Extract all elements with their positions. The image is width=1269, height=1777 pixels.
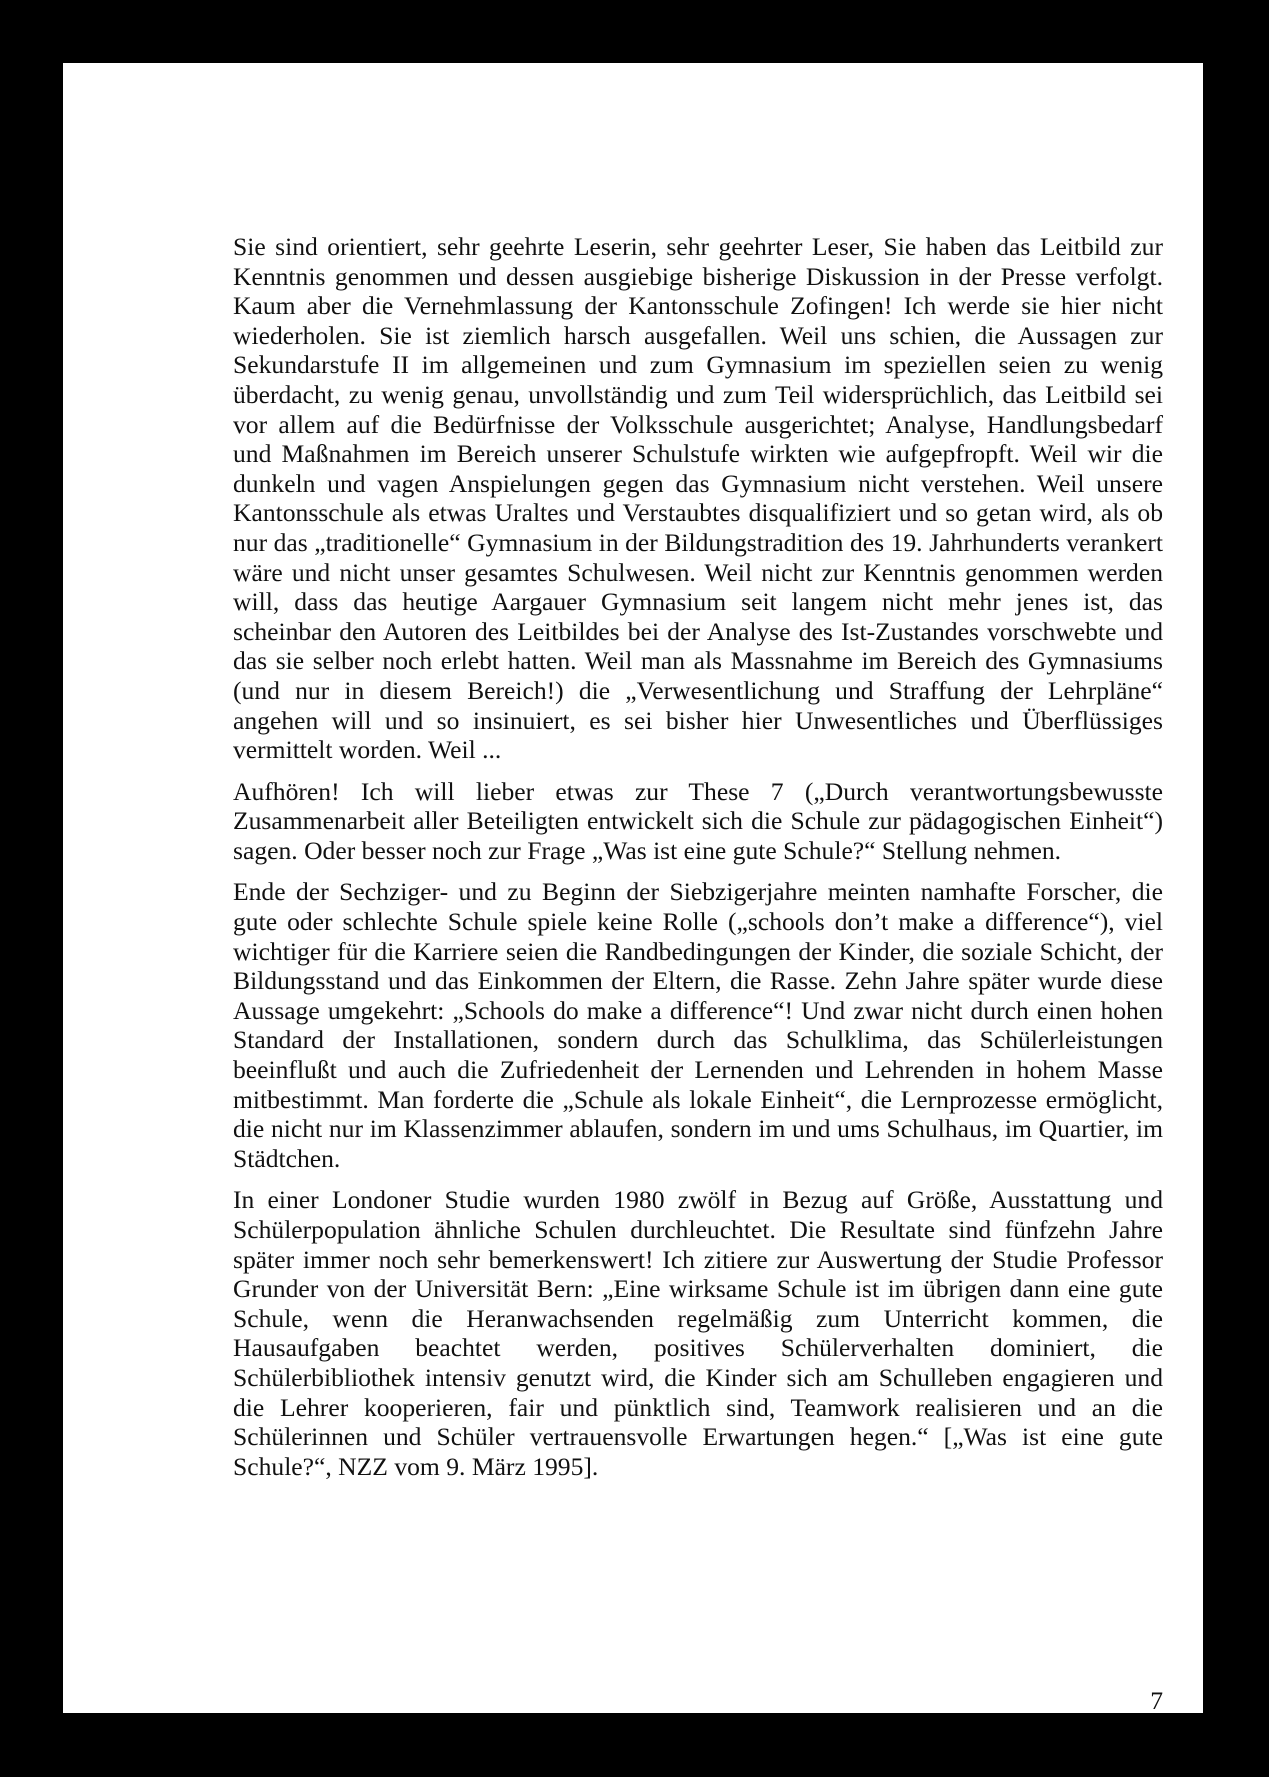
paragraph-londoner-studie: In einer Londoner Studie wurden 1980 zwölf in Bezug auf Größe, Ausstattung und Schülerpopulation ähnliche Schulen durchleuchtet. Die Resultate sind fünfzehn Jahre später immer noch sehr bemerkenswert! Ich zitiere zur Auswertung der Studie Professor Grunder von der Universität Bern: „Eine wirksame Schule ist im übrigen dann eine gute Schule, wenn die Heranwachsenden regelmäßig zum Unterricht kommen, die Hausaufgaben beachtet werden, positives Schülerverhalten dominiert, die Schülerbibliothek intensiv genutzt wird, die Kinder sich am Schulleben engagieren und die Lehrer kooperieren, fair und pünktlich sind, Teamwork realisieren und an die Schülerinnen und Schüler vertrauensvolle Erwartungen hegen.“ [„Was ist eine gute Schule?“, NZZ vom 9. März 1995]. (233, 1185, 1163, 1481)
body-text (233, 232, 1163, 1493)
paragraph-these-7: Aufhören! Ich will lieber etwas zur These 7 („Durch verantwortungsbewusste Zusammenarbeit aller Beteiligten entwickelt sich die Schule zur pädagogischen Einheit“) sagen. Oder besser noch zur Frage „Was ist eine gute Schule?“ Stellung nehmen. (233, 776, 1163, 865)
paragraph-schools-make-difference: Ende der Sechziger- und zu Beginn der Siebzigerjahre meinten namhafte Forscher, die gute oder schlechte Schule spiele keine Rolle („schools don’t make a difference“), viel wichtiger für die Karriere seien die Randbedingungen der Kinder, die soziale Schicht, der Bildungsstand und das Einkommen der Eltern, die Rasse. Zehn Jahre später wurde diese Aussage umgekehrt: „Schools do make a difference“! Und zwar nicht durch einen hohen Standard der Installationen, sondern durch das Schulklima, das Schülerleistungen beeinflußt und auch die Zufriedenheit der Lernenden und Lehrenden in hohem Masse mitbestimmt. Man forderte die „Schule als lokale Einheit“, die Lernprozesse ermöglicht, die nicht nur im Klassenzimmer ablaufen, sondern im und ums Schulhaus, im Quartier, im Städtchen. (233, 877, 1163, 1173)
paragraph-vernehmlassung: Sie sind orientiert, sehr geehrte Leserin, sehr geehrter Leser, Sie haben das Leitbild zur Kenntnis genommen und dessen ausgiebige bisherige Diskussion in der Presse verfolgt. Kaum aber die Vernehmlassung der Kantonsschule Zofingen! Ich werde sie hier nicht wiederholen. Sie ist ziemlich harsch ausgefallen. Weil uns schien, die Aussagen zur Sekundarstufe II im allgemeinen und zum Gymnasium im speziellen seien zu wenig überdacht, zu wenig genau, unvollständig und zum Teil widersprüchlich, das Leitbild sei vor allem auf die Bedürfnisse der Volksschule ausgerichtet; Analyse, Handlungsbedarf und Maßnahmen im Bereich unserer Schulstufe wirkten wie aufgepfropft. Weil wir die dunkeln und vagen Anspielungen gegen das Gymnasium nicht verstehen. Weil unsere Kantonsschule als etwas Uraltes und Verstaubtes disqualifiziert und so getan wird, als ob nur das „traditionelle“ Gymnasium in der Bildungstradition des 19. Jahrhunderts verankert wäre und nicht unser gesamtes Schulwesen. Weil nicht zur Kenntnis genommen werden will, dass das heutige Aargauer Gymnasium seit langem nicht mehr jenes ist, das scheinbar den Autoren des Leitbildes bei der Analyse des Ist-Zustandes vorschwebte und das sie selber noch erlebt hatten. Weil man als Massnahme im Bereich des Gymnasiums (und nur in diesem Bereich!) die „Verwesentlichung und Straffung der Lehrpläne“ angehen will und so insinuiert, es sei bisher hier Unwesentliches und Überflüssiges vermittelt worden. Weil ... (233, 232, 1163, 765)
page-number: 7 (1150, 1686, 1163, 1715)
document-page (63, 63, 1203, 1713)
